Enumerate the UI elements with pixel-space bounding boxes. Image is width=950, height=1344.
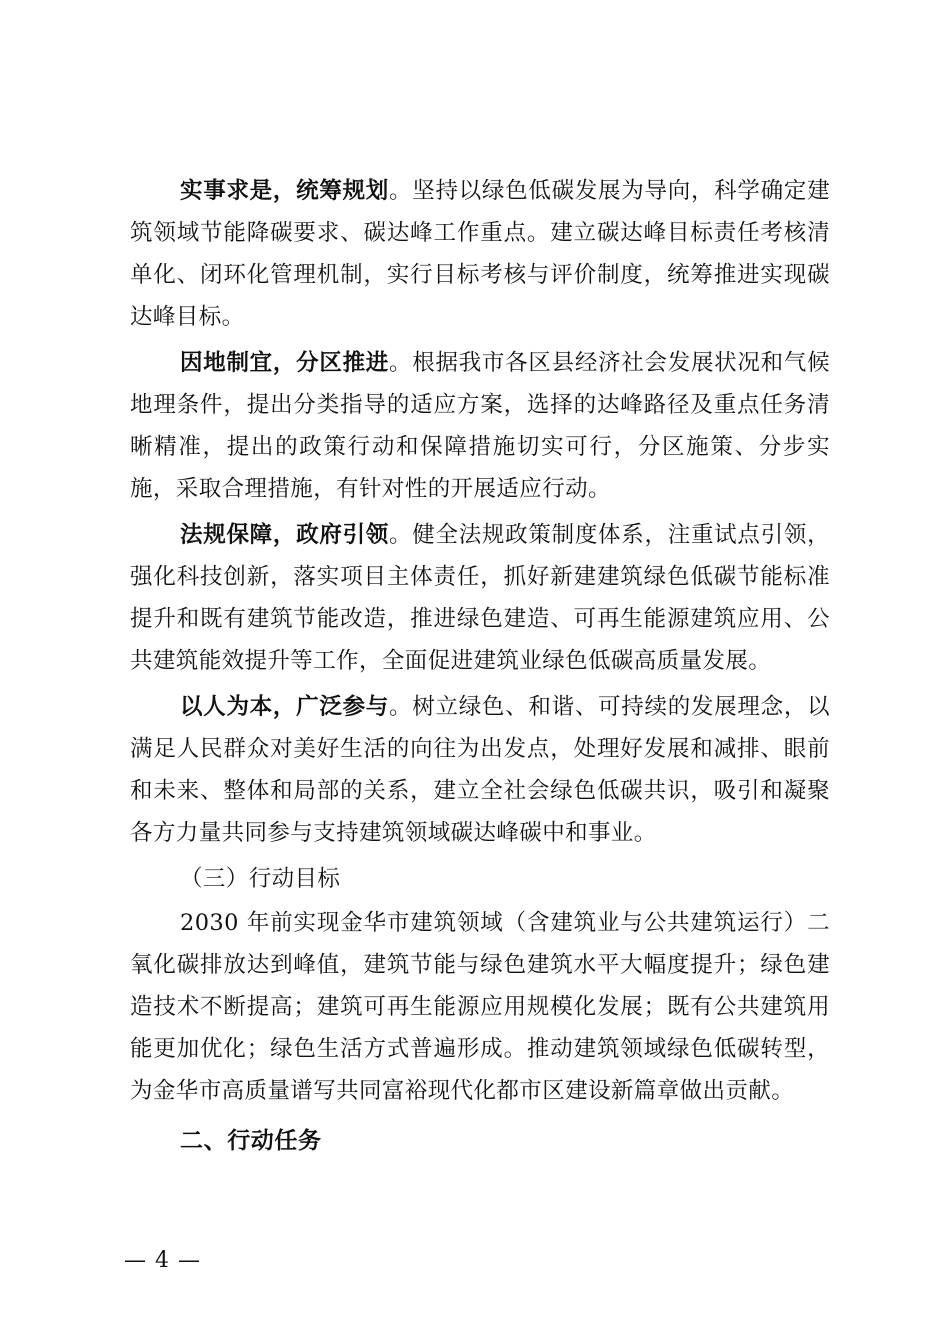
paragraph-lead: 法规保障，政府引领 bbox=[180, 522, 390, 548]
subheading-action-goals: （三）行动目标 bbox=[180, 866, 341, 892]
goal-paragraph: 2030 年前实现金华市建筑领域（含建筑业与公共建筑运行）二氧化碳排放达到峰值，建筑节能与绿色建筑水平大幅度提升；绿色建造技术不断提高；建筑可再生能源应用规模化发展；既有公共建筑用能更加优化；绿色生活方式普遍形成。推动建筑领域绿色低碳转型，为金华市高质量谱写共同富裕现代化都市区建设新篇章做出贡献。 bbox=[130, 910, 830, 1104]
paragraph-lead: 实事求是，统筹规划 bbox=[180, 178, 390, 204]
paragraph-lead: 因地制宜，分区推进 bbox=[180, 350, 390, 376]
page-number: — 4 — bbox=[124, 1248, 201, 1273]
paragraph-text: 。树立绿色、和谐、可持续的发展理念，以满足人民群众对美好生活的向往为出发点，处理好发展和减排、眼前和未来、整体和局部的关系，建立全社会绿色低碳共识，吸引和凝聚各方力量共同参与支持建筑领域碳达峰碳中和事业。 bbox=[130, 694, 830, 846]
principle-paragraph bbox=[130, 170, 830, 338]
principle-paragraph bbox=[130, 342, 830, 510]
principle-paragraph bbox=[130, 686, 830, 854]
paragraph-text: 。坚持以绿色低碳发展为导向，科学确定建筑领域节能降碳要求、碳达峰工作重点。建立碳达峰目标责任考核清单化、闭环化管理机制，实行目标考核与评价制度，统筹推进实现碳达峰目标。 bbox=[130, 178, 830, 330]
paragraph-lead: 以人为本，广泛参与 bbox=[180, 694, 390, 720]
body-text bbox=[130, 170, 830, 1162]
paragraph-text: 。健全法规政策制度体系，注重试点引领，强化科技创新，落实项目主体责任，抓好新建建筑绿色低碳节能标准提升和既有建筑节能改造，推进绿色建造、可再生能源建筑应用、公共建筑能效提升等工作，全面促进建筑业绿色低碳高质量发展。 bbox=[130, 522, 830, 674]
section-heading-action-tasks: 二、行动任务 bbox=[180, 1128, 322, 1154]
principle-paragraph bbox=[130, 514, 830, 682]
paragraph-text: 。根据我市各区县经济社会发展状况和气候地理条件，提出分类指导的适应方案，选择的达峰路径及重点任务清晰精准，提出的政策行动和保障措施切实可行，分区施策、分步实施，采取合理措施，有针对性的开展适应行动。 bbox=[130, 350, 830, 502]
